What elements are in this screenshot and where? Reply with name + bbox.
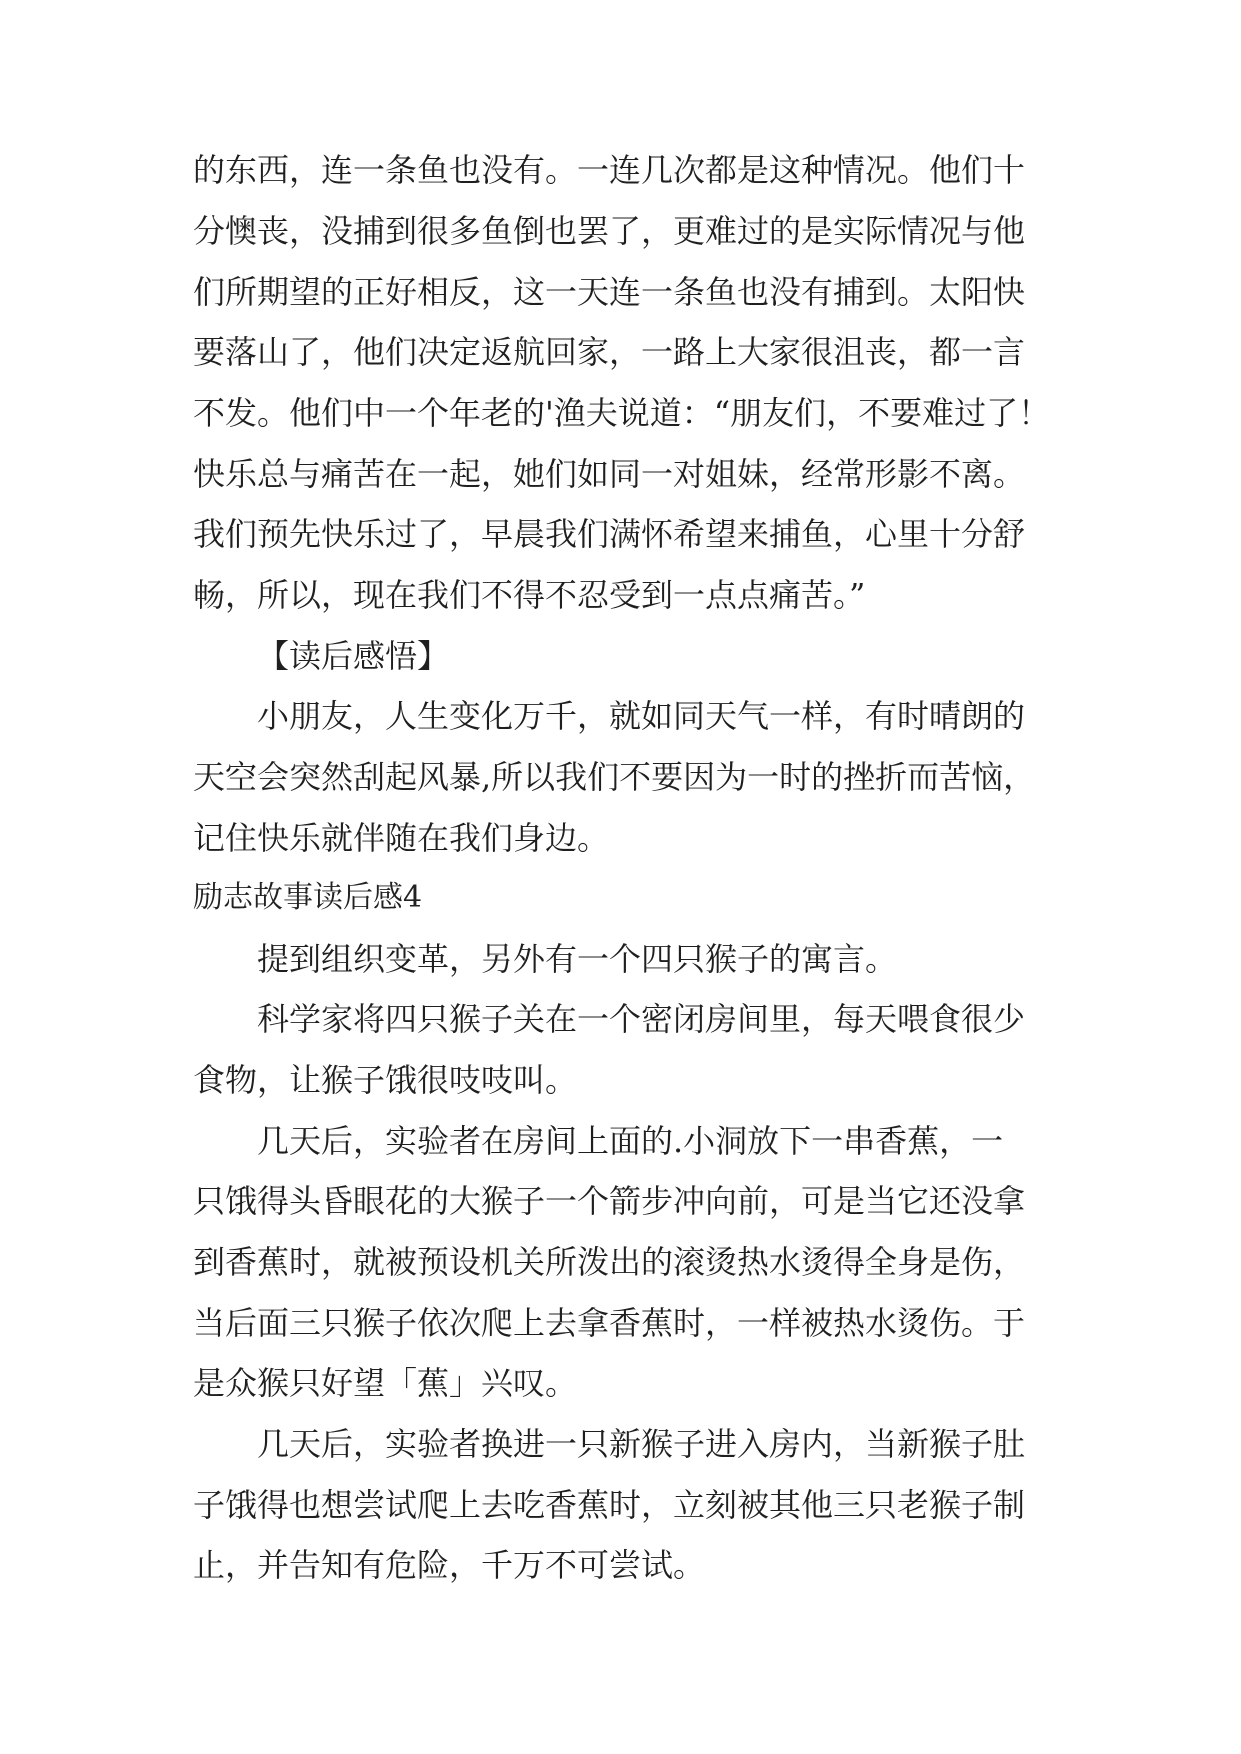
paragraph-line: 记住快乐就伴随在我们身边。 [193,819,610,857]
paragraph-line: 几天后，实验者在房间上面的.小洞放下一串香蕉，一 [257,1122,1004,1160]
paragraph-line: 止，并告知有危险，千万不可尝试。 [193,1546,706,1584]
paragraph-line: 要落山了，他们决定返航回家，一路上大家很沮丧，都一言 [193,333,1026,371]
paragraph-line: 提到组织变革，另外有一个四只猴子的寓言。 [257,940,898,978]
paragraph-line: 当后面三只猴子依次爬上去拿香蕉时，一样被热水烫伤。于 [193,1304,1026,1342]
paragraph-line: 我们预先快乐过了，早晨我们满怀希望来捕鱼，心里十分舒 [193,515,1026,553]
paragraph-line: 畅，所以，现在我们不得不忍受到一点点痛苦。” [193,576,866,614]
paragraph-line: 是众猴只好望「蕉」兴叹。 [193,1364,578,1402]
paragraph-line: 不发。他们中一个年老的'渔夫说道：“朋友们，不要难过了！ [193,394,1051,432]
paragraph-line: 快乐总与痛苦在一起，她们如同一对姐妹，经常形影不离。 [193,455,1026,493]
paragraph-line: 几天后，实验者换进一只新猴子进入房内，当新猴子肚 [257,1425,1026,1463]
article-title: 励志故事读后感4 [193,880,423,915]
paragraph-line: 子饿得也想尝试爬上去吃香蕉时，立刻被其他三只老猴子制 [193,1486,1026,1524]
paragraph-line: 科学家将四只猴子关在一个密闭房间里，每天喂食很少 [257,1000,1026,1038]
paragraph-line: 食物，让猴子饿很吱吱叫。 [193,1061,578,1099]
paragraph-line: 只饿得头昏眼花的大猴子一个箭步冲向前，可是当它还没拿 [193,1182,1026,1220]
paragraph-line: 到香蕉时，就被预设机关所泼出的滚烫热水烫得全身是伤， [193,1243,1026,1281]
paragraph-line: 的东西，连一条鱼也没有。一连几次都是这种情况。他们十 [193,151,1026,189]
section-heading: 【读后感悟】 [257,637,450,675]
paragraph-line: 小朋友，人生变化万千，就如同天气一样，有时晴朗的 [257,697,1026,735]
paragraph-line: 们所期望的正好相反，这一天连一条鱼也没有捕到。太阳快 [193,273,1026,311]
paragraph-line: 天空会突然刮起风暴,所以我们不要因为一时的挫折而苦恼， [193,758,1036,796]
paragraph-line: 分懊丧，没捕到很多鱼倒也罢了，更难过的是实际情况与他 [193,212,1026,250]
